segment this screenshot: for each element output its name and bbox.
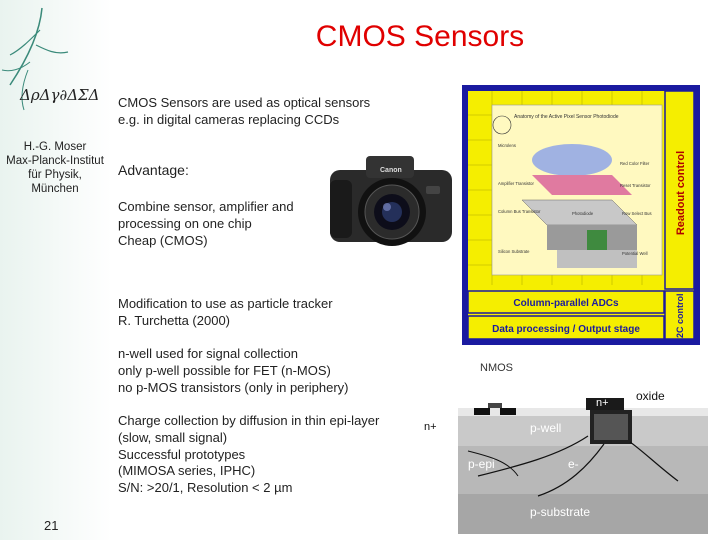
- nwell-line: only p-well possible for FET (n-MOS): [118, 362, 331, 378]
- label-reset-transistor: Reset Transistor: [620, 183, 651, 188]
- camera-photo: [320, 150, 460, 250]
- institute-logo: [0, 0, 112, 120]
- nplus-left-label: n+: [424, 421, 437, 433]
- aps-chip-diagram: [462, 85, 700, 345]
- charge-line: (MIMOSA series, IPHC): [118, 463, 256, 479]
- author-name: H.-G. Moser: [23, 141, 87, 153]
- charge-line: S/N: >20/1, Resolution < 2 µm: [118, 480, 293, 496]
- slide-title: CMOS Sensors: [315, 20, 525, 53]
- label-photodiode: Photodiode: [572, 211, 594, 216]
- advantage-heading: Advantage:: [118, 162, 189, 178]
- modification-line: Modification to use as particle tracker: [118, 296, 333, 311]
- advantage-line: Cheap (CMOS): [118, 232, 208, 248]
- page-number: 21: [44, 518, 59, 533]
- author-dept: für Physik,: [28, 169, 82, 181]
- data-processing-label: Data processing / Output stage: [492, 324, 640, 335]
- camera-brand: Canon: [380, 167, 402, 174]
- anatomy-title: Anatomy of the Active Pixel Sensor Photodiode: [514, 114, 619, 120]
- label-potential-well: Potential Well: [622, 251, 648, 256]
- nwell-text: [118, 346, 348, 396]
- nmos-cross-section: [418, 356, 708, 536]
- advantage-line: processing on one chip: [118, 215, 252, 231]
- charge-collection-text: [118, 413, 379, 497]
- charge-line: (slow, small signal): [118, 429, 228, 445]
- pepi-label: p-epi: [468, 457, 495, 471]
- author-block: [0, 140, 110, 196]
- label-red-filter: Red Color Filter: [620, 161, 650, 166]
- intro-line: CMOS Sensors are used as optical sensors: [118, 95, 371, 110]
- advantage-list: [118, 199, 294, 249]
- label-column-bus: Column Bus Transistor: [498, 209, 541, 214]
- author-institute: Max-Planck-Institut: [6, 155, 104, 167]
- modification-line: R. Turchetta (2000): [118, 312, 230, 328]
- modification-text: [118, 296, 333, 330]
- charge-line: Successful prototypes: [118, 446, 246, 462]
- advantage-line: Combine sensor, amplifier and: [118, 199, 294, 214]
- logo-script-text: ΔρΔγ∂ΔΣΔ: [20, 86, 100, 104]
- pwell-label: p-well: [530, 421, 562, 435]
- label-row-select: Row Select Bus: [622, 211, 652, 216]
- adc-label: Column-parallel ADCs: [513, 298, 619, 309]
- nplus-top-label: n+: [596, 397, 609, 409]
- intro-text: [118, 95, 370, 129]
- nmos-label: NMOS: [480, 362, 513, 374]
- label-microlens: Microlens: [498, 143, 516, 148]
- readout-control-label: Readout control: [675, 150, 687, 236]
- oxide-label: oxide: [636, 389, 665, 403]
- label-substrate: Silicon Substrate: [498, 249, 530, 254]
- intro-line: e.g. in digital cameras replacing CCDs: [118, 111, 340, 127]
- nwell-line: no p-MOS transistors (only in periphery): [118, 379, 349, 395]
- author-city: München: [31, 183, 79, 195]
- electron-label: e-: [568, 457, 579, 471]
- label-amplifier: Amplifier Transistor: [498, 181, 534, 186]
- nwell-line: n-well used for signal collection: [118, 346, 298, 361]
- charge-line: Charge collection by diffusion in thin epi-layer: [118, 413, 380, 428]
- psubstrate-label: p-substrate: [530, 505, 591, 519]
- i2c-label: I2C control: [675, 293, 685, 341]
